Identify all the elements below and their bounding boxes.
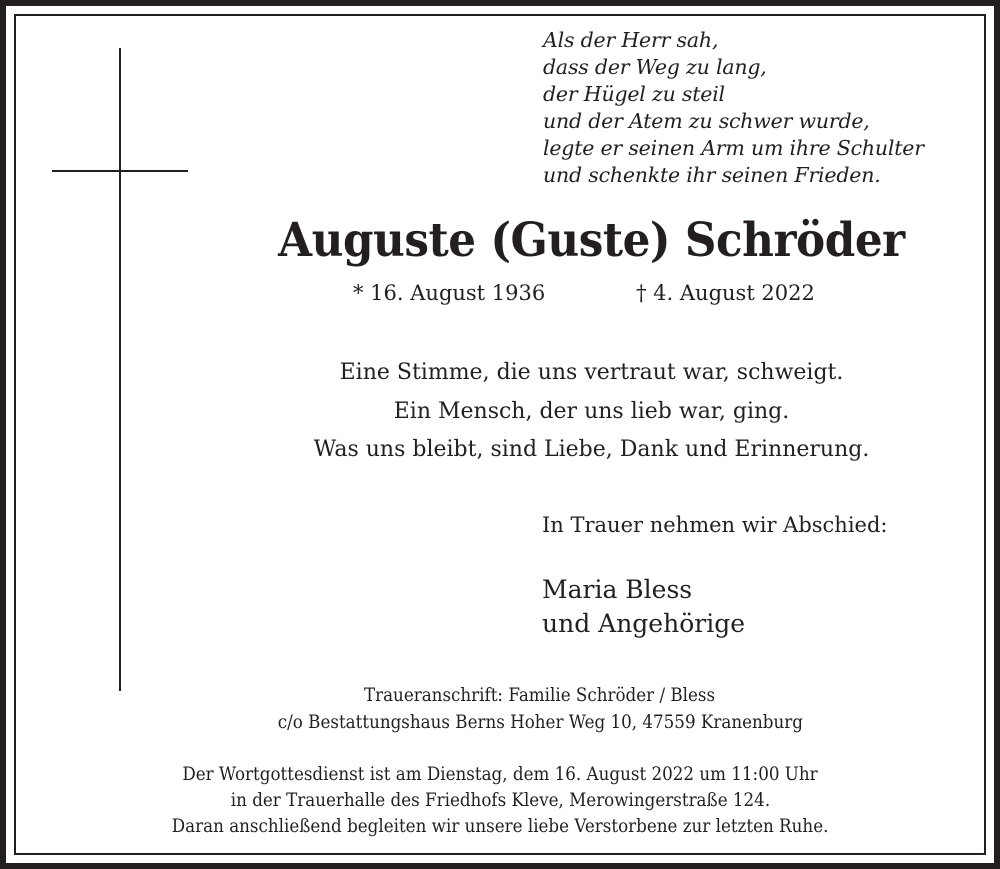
mourner-line: Maria Bless — [542, 575, 693, 604]
poem — [543, 27, 924, 189]
mourning-intro: In Trauer nehmen wir Abschied: — [542, 513, 888, 537]
deceased-name: Auguste (Guste) Schröder — [278, 213, 905, 268]
verse-line: Was uns bleibt, sind Liebe, Dank und Erinnerung. — [313, 437, 870, 462]
service-details — [0, 761, 1000, 839]
poem-line: und der Atem zu schwer wurde, — [543, 109, 870, 133]
service-line: Daran anschließend begleiten wir unsere liebe Verstorbene zur letzten Ruhe. — [171, 815, 829, 837]
memorial-verse — [0, 354, 1000, 470]
address-line: c/o Bestattungshaus Berns Hoher Weg 10, 47559 Kranenburg — [277, 711, 803, 733]
poem-line: und schenkte ihr seinen Frieden. — [543, 163, 881, 187]
birth-date: * 16. August 1936 — [353, 281, 546, 305]
verse-line: Eine Stimme, die uns vertraut war, schweigt. — [339, 360, 844, 385]
mourner-line: und Angehörige — [542, 609, 746, 638]
verse-line: Ein Mensch, der uns lieb war, ging. — [393, 398, 790, 424]
poem-line: der Hügel zu steil — [543, 82, 725, 106]
poem-line: legte er seinen Arm um ihre Schulter — [543, 136, 924, 160]
service-line: Der Wortgottesdienst ist am Dienstag, dem 16. August 2022 um 11:00 Uhr — [182, 763, 818, 785]
poem-line: dass der Weg zu lang, — [543, 55, 767, 79]
address-line: Traueranschrift: Familie Schröder / Bless — [364, 684, 716, 706]
service-line: in der Trauerhalle des Friedhofs Kleve, Merowingerstraße 124. — [230, 789, 770, 811]
poem-line: Als der Herr sah, — [543, 28, 719, 52]
cross-horizontal-bar — [52, 170, 188, 172]
mourners — [542, 573, 745, 641]
mourning-address — [0, 682, 1000, 736]
death-date: † 4. August 2022 — [636, 281, 815, 305]
